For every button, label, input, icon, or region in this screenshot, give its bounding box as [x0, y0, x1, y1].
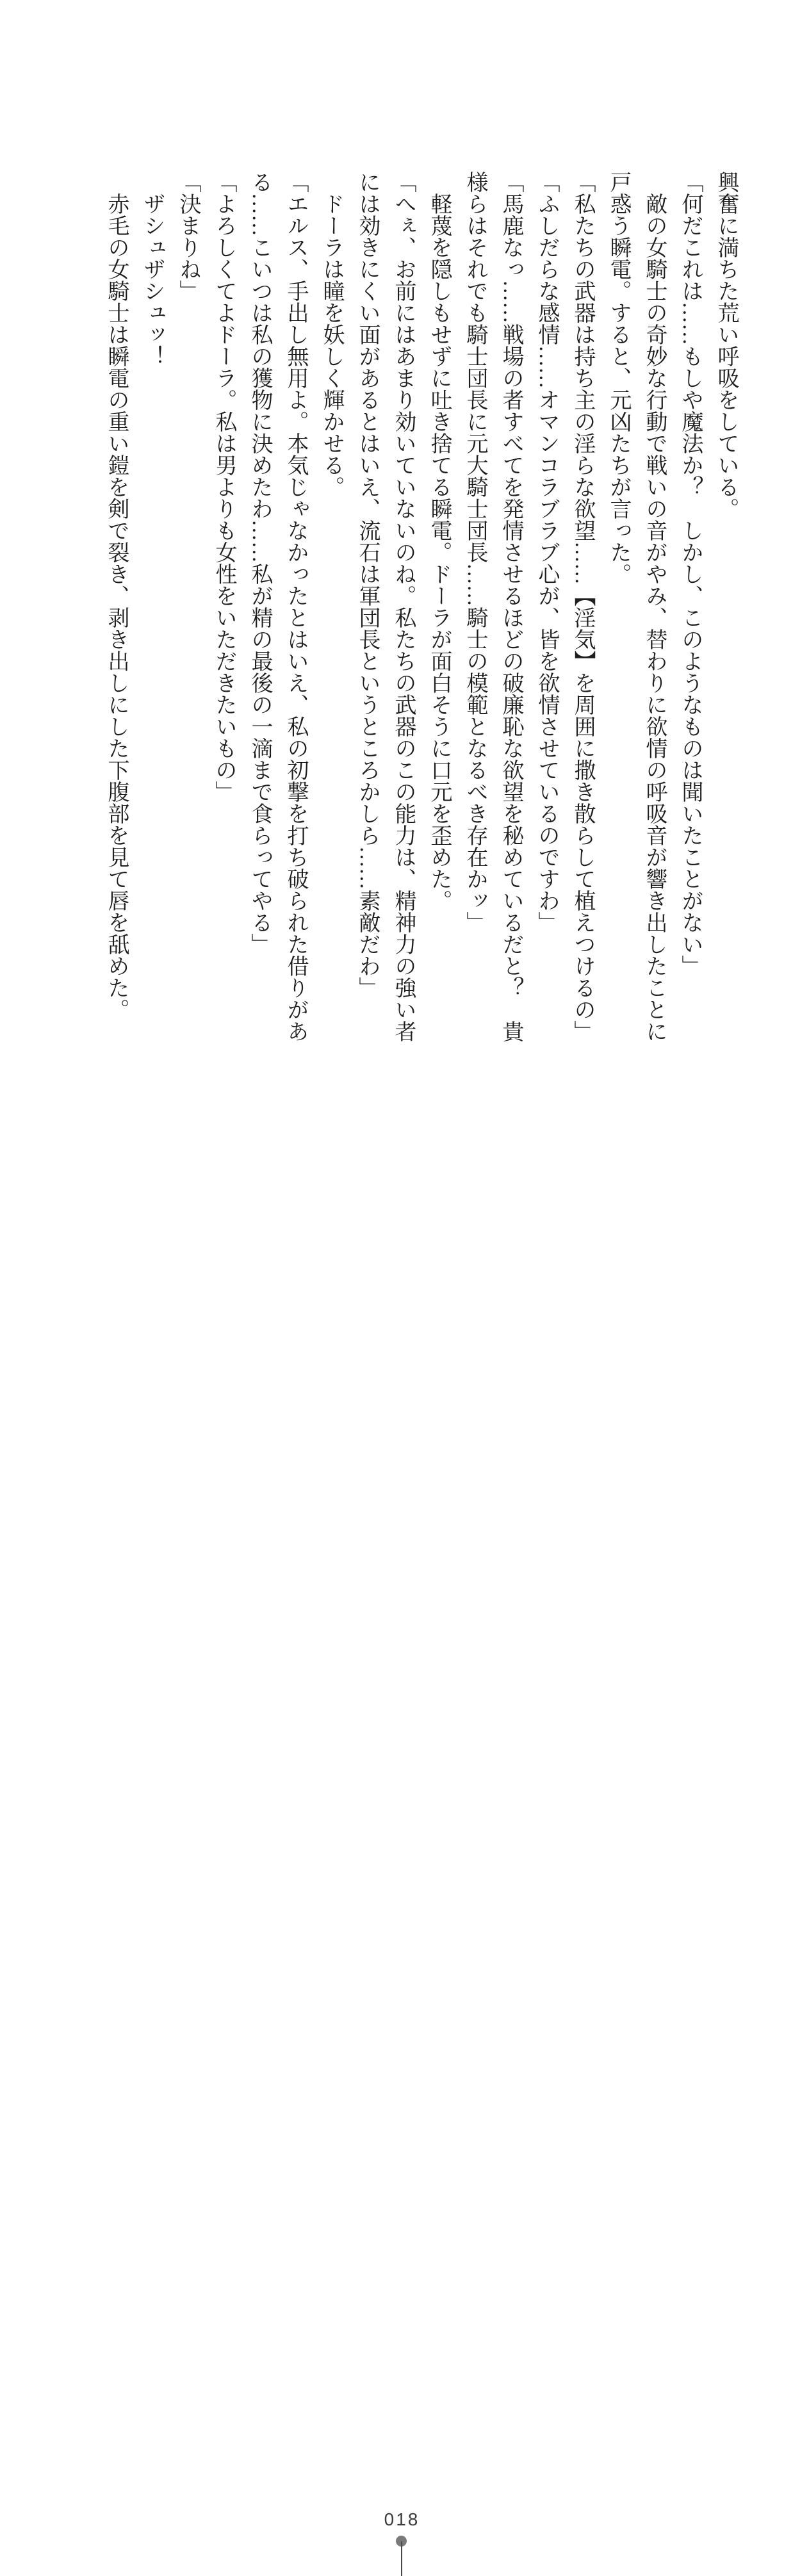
- text-line-9: 軽蔑を隠しもせずに吐き捨てる瞬電。ドーラが面白そうに口元を歪めた。: [427, 193, 451, 911]
- text-line-12: ドーラは瞳を妖しく輝かせる。: [320, 193, 343, 498]
- text-line-5: 「私たちの武器は持ち主の淫らな欲望……【淫気】を周囲に撒き散らして植えつけるの」: [571, 171, 594, 1042]
- text-line-13: 「エルス、手出し無用よ。本気じゃなかったとはいえ、私の初撃を打ち破られた借りがあ: [284, 171, 307, 1042]
- page-footer: [0, 1253, 809, 2529]
- text-line-1: 興奮に満ちた荒い呼吸をしている。: [714, 171, 738, 519]
- text-line-17: ザシュザシュッ！: [140, 193, 164, 367]
- footer-rule-line: [401, 2541, 402, 2576]
- text-line-2: 「何だこれは……もしや魔法か？ しかし、このようなものは聞いたことがない」: [678, 171, 702, 977]
- text-line-14: る……こいつは私の獲物に決めたわ……私が精の最後の一滴まで食らってやる」: [248, 171, 272, 955]
- text-line-15: 「よろしくてよドーラ。私は男よりも女性をいただきたいもの」: [212, 171, 236, 803]
- page-number: 018: [384, 2509, 420, 2529]
- text-line-8: 様らはそれでも騎士団長に元大騎士団長……騎士の模範となるべき存在かッ」: [463, 171, 487, 933]
- text-line-10: 「へぇ、お前にはあまり効いていないのね。私たちの武器のこの能力は、精神力の強い者: [391, 171, 415, 1042]
- text-line-3: 敵の女騎士の奇妙な行動で戦いの音がやみ、替わりに欲情の呼吸音が響き出したことに: [642, 193, 666, 1042]
- text-line-11: には効きにくい面があるとはいえ、流石は軍団長というところかしら……素敵だわ」: [355, 171, 379, 999]
- text-line-4: 戸惑う瞬電。すると、元凶たちが言った。: [607, 171, 630, 585]
- text-line-18: 赤毛の女騎士は瞬電の重い鎧を剣で裂き、剥き出しにした下腹部を見て唇を舐めた。: [104, 193, 128, 1020]
- text-line-7: 「馬鹿なっ……戦場の者すべてを発情させるほどの破廉恥な欲望を秘めているだと？ 貴: [499, 171, 523, 1042]
- text-line-6: 「ふしだらな感情……オマンコラブラブ心が、皆を欲情させているのですわ」: [535, 171, 559, 933]
- vertical-text-block: [98, 171, 744, 1080]
- text-line-16: 「決まりね」: [176, 171, 200, 302]
